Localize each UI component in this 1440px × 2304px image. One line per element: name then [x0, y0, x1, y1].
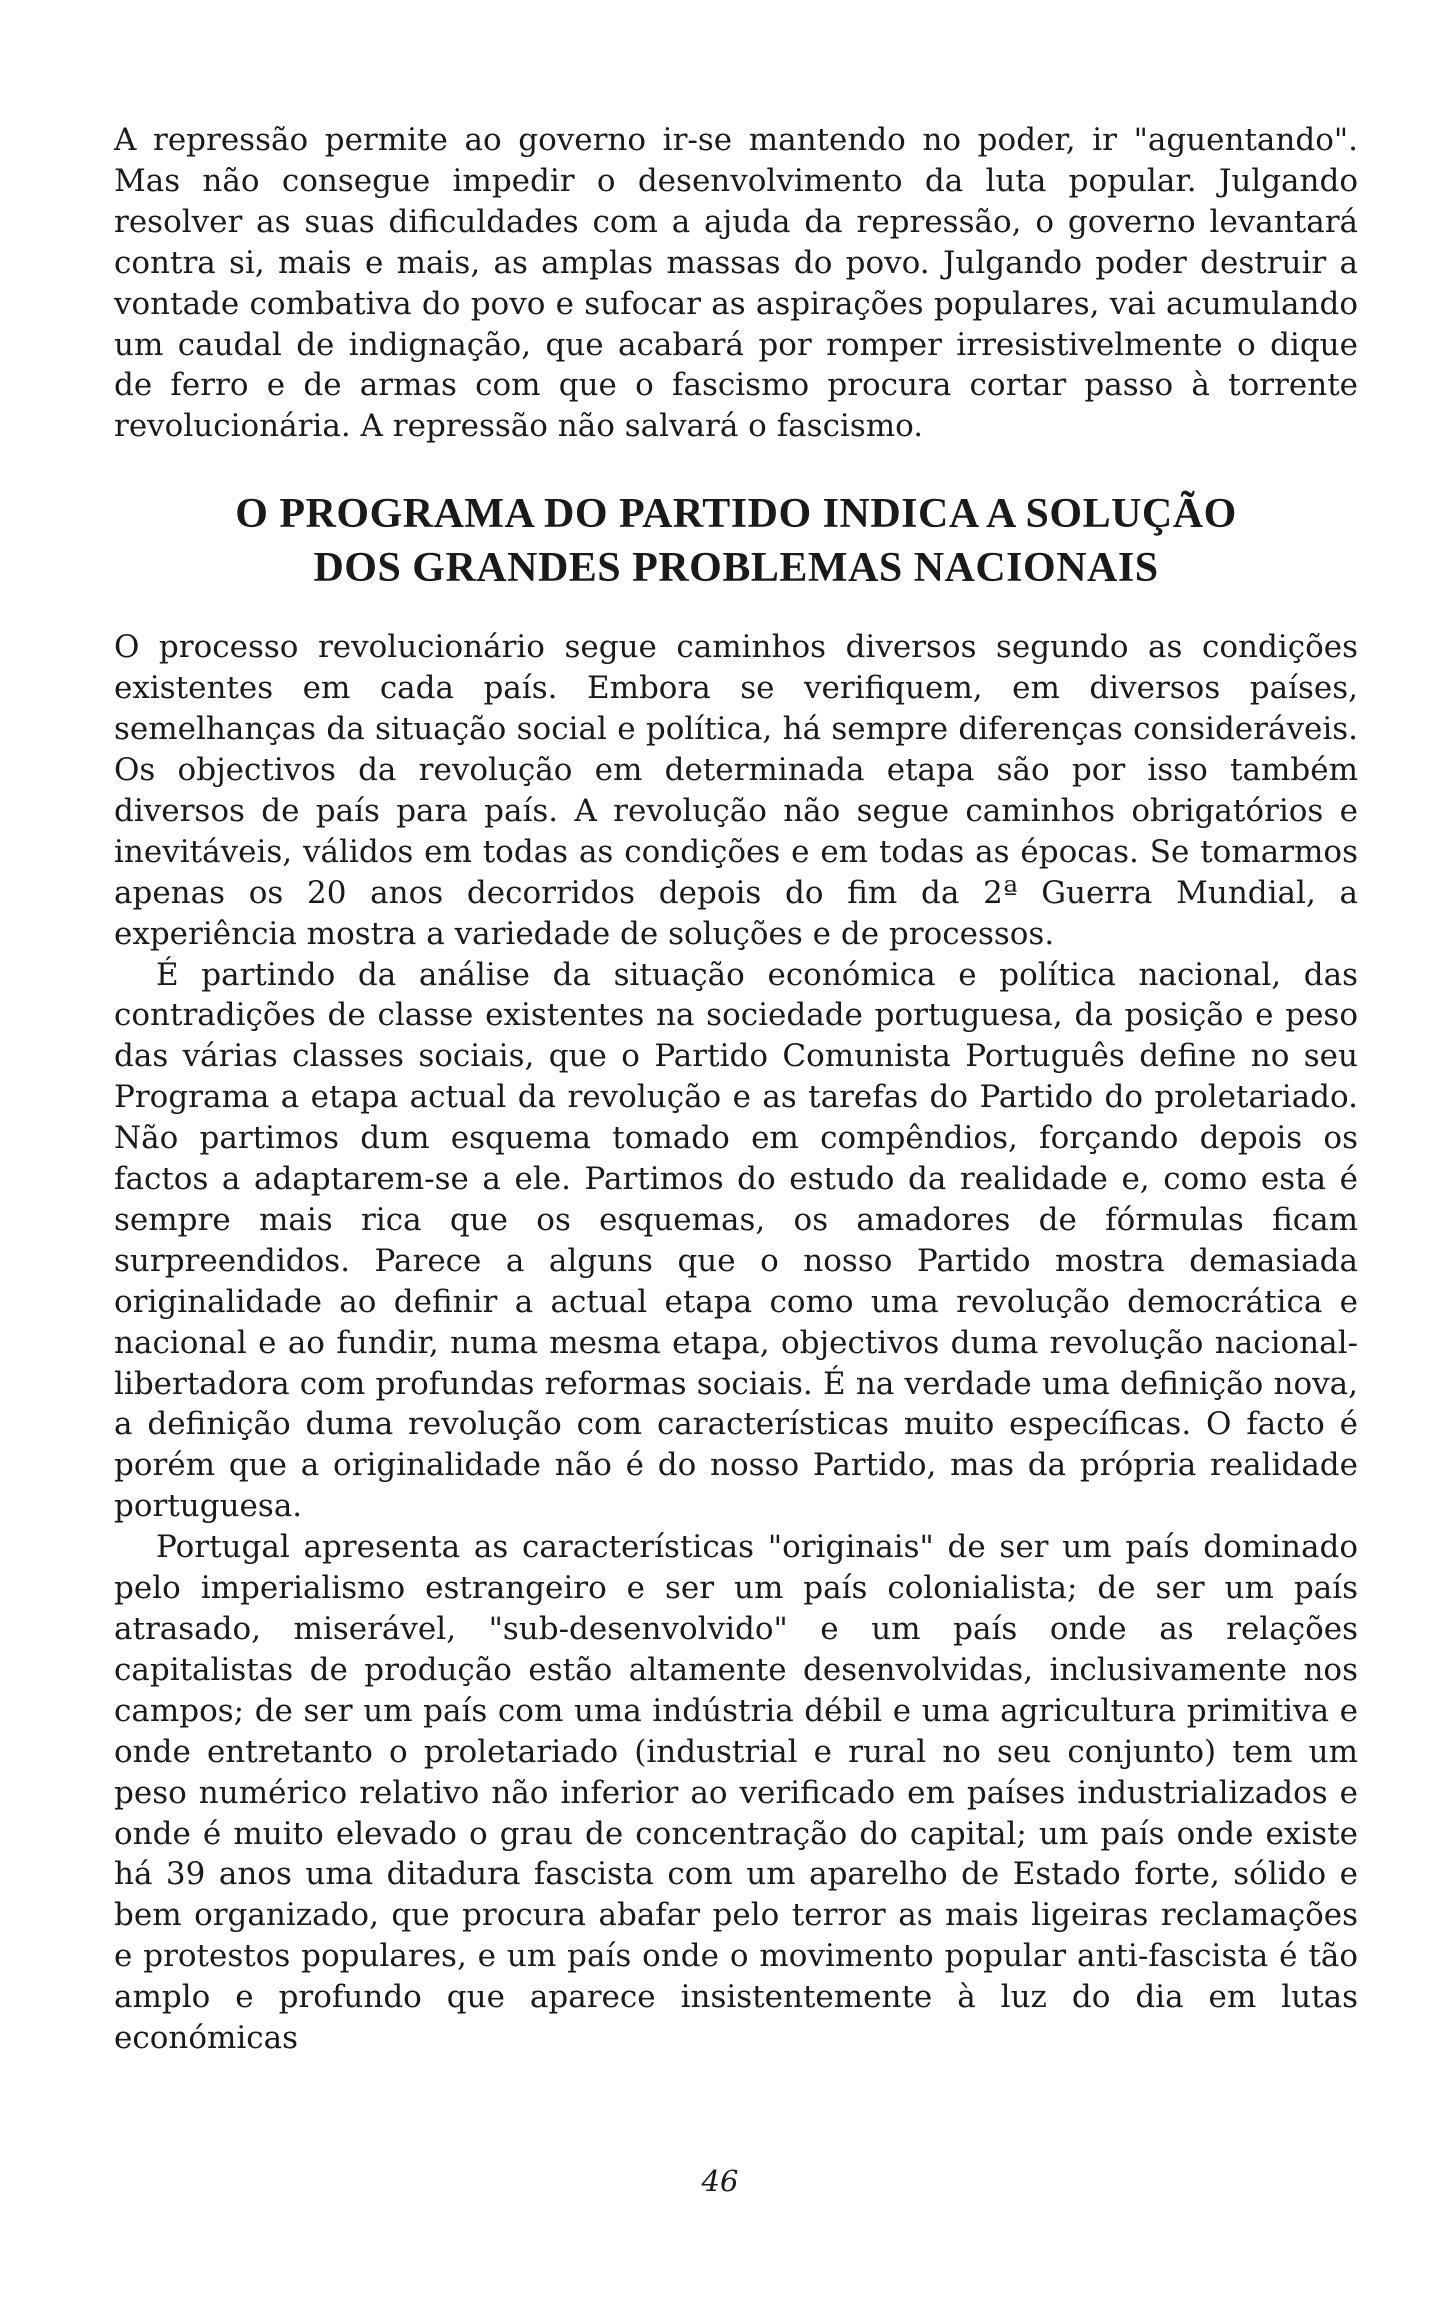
paragraph-revolutionary-process: O processo revolucionário segue caminhos diversos segundo as condições existentes em cada país. Embora se verifiquem, em diversos países, semelhanças da situação social e política, há sempre diferenças consideráveis. Os objectivos da revolução em determinada etapa são por isso também diversos de país para país. A revolução não segue caminhos obrigatórios e inevitáveis, válidos em todas as condições e em todas as épocas. Se tomarmos apenas os 20 anos decorridos depois do fim da 2ª Guerra Mundial, a experiência mostra a variedade de soluções e de processos. — [114, 629, 1358, 952]
section-heading-line-2: DOS GRANDES PROBLEMAS NACIONAIS — [313, 545, 1159, 592]
section-heading-line-1: O PROGRAMA DO PARTIDO INDICA A SOLUÇÃO — [235, 491, 1237, 538]
paragraph-party-analysis: É partindo da análise da situação económica e política nacional, das contradições de classe existentes na sociedade portuguesa, da posição e peso das várias classes sociais, que o Partido Comunista Português define no seu Programa a etapa actual da revolução e as tarefas do Partido do proletariado. Não partimos dum esquema tomado em compêndios, forçando depois os factos a adaptarem-se a ele. Partimos do estudo da realidade e, como esta é sempre mais rica que os esquemas, os amadores de fórmulas ficam surpreendidos. Parece a alguns que o nosso Partido mostra demasiada originalidade ao definir a actual etapa como uma revolução democrática e nacional e ao fundir, numa mesma etapa, objectivos duma revolução nacional-libertadora com profundas reformas sociais. É na verdade uma definição nova, a definição duma revolução com características muito específicas. O facto é porém que a originalidade não é do nosso Partido, mas da própria realidade portuguesa. — [114, 956, 1358, 1525]
section-heading — [114, 487, 1358, 595]
paragraph-portugal-characteristics: Portugal apresenta as características "originais" de ser um país dominado pelo imperialismo estrangeiro e ser um país colonialista; de ser um país atrasado, miserável, "sub-desenvolvido" e um país onde as relações capitalistas de produção estão altamente desenvolvidas, inclusivamente nos campos; de ser um país com uma indústria débil e uma agricultura primitiva e onde entretanto o proletariado (industrial e rural no seu conjunto) tem um peso numérico relativo não inferior ao verificado em países industrializados e onde é muito elevado o grau de concentração do capital; um país onde existe há 39 anos uma ditadura fascista com um aparelho de Estado forte, sólido e bem organizado, que procura abafar pelo terror as mais ligeiras reclamações e protestos populares, e um país onde o movimento popular anti-fascista é tão amplo e profundo que aparece insistentemente à luz do dia em lutas económicas — [114, 1529, 1358, 2057]
paragraph-repression: A repressão permite ao governo ir-se mantendo no poder, ir "aguentando". Mas não consegue impedir o desenvolvimento da luta popular. Julgando resolver as suas dificuldades com a ajuda da repressão, o governo levantará contra si, mais e mais, as amplas massas do povo. Julgando poder destruir a vontade combativa do povo e sufocar as aspirações populares, vai acumulando um caudal de indignação, que acabará por romper irresistivelmente o dique de ferro e de armas com que o fascismo procura cortar passo à torrente revolucionária. A repressão não salvará o fascismo. — [114, 122, 1358, 445]
page-content — [114, 120, 1358, 2059]
page-number: 46 — [701, 2164, 739, 2198]
